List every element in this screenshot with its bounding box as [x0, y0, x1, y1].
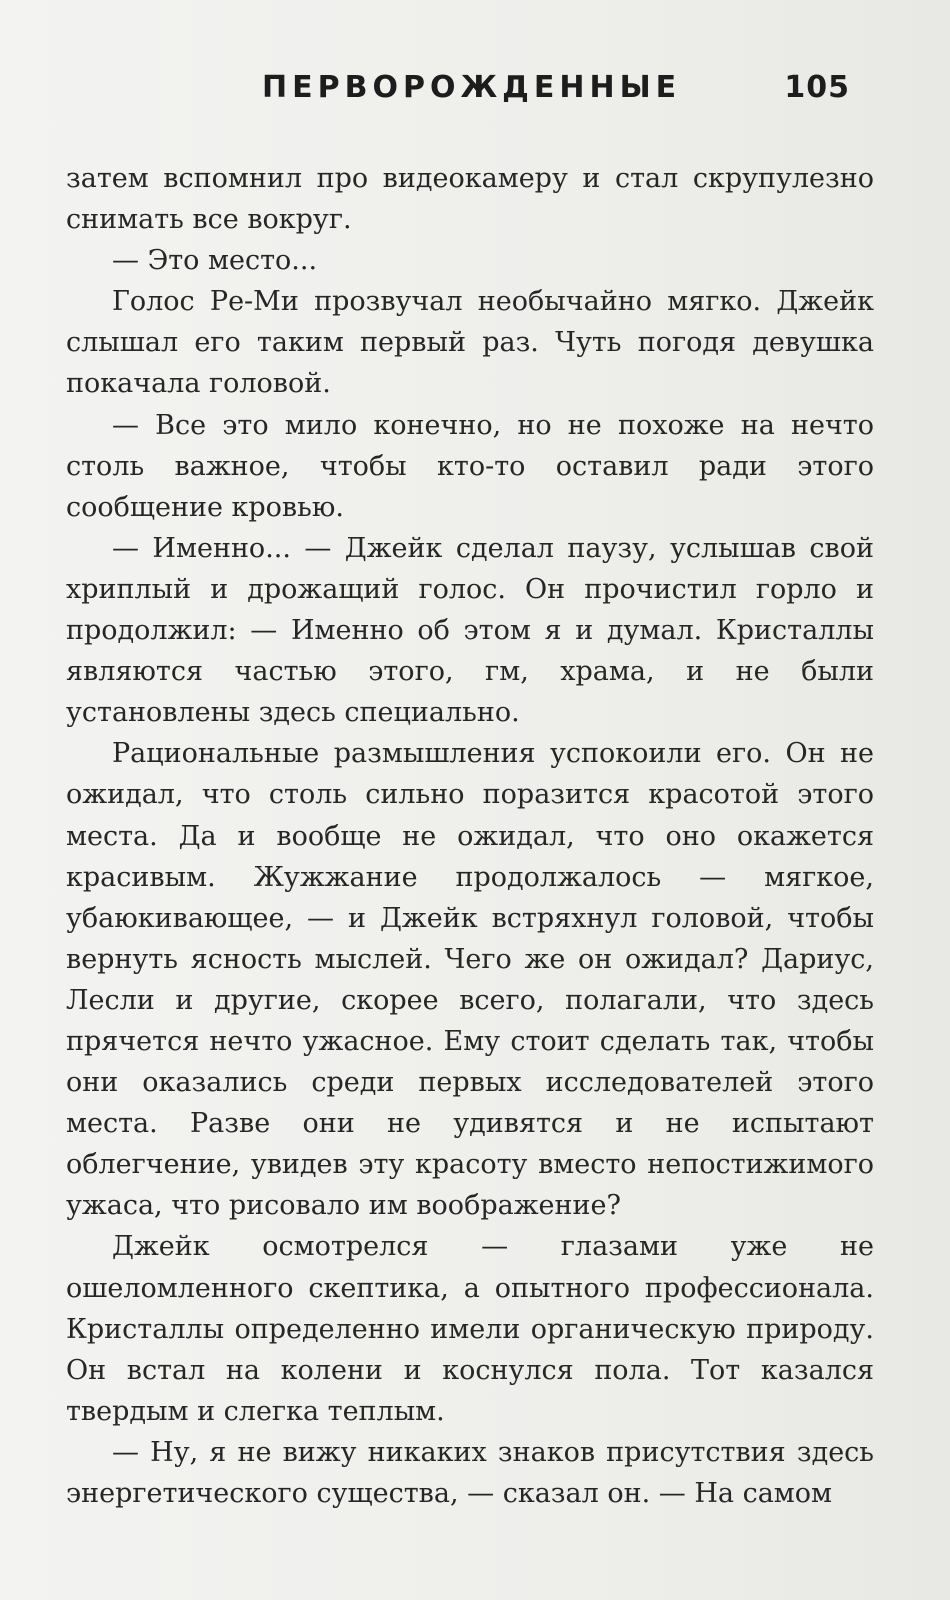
paragraph-dialogue: — Все это мило конечно, но не похоже на нечто столь важное, чтобы кто-то оставил ради этого сообщение кровью.	[66, 409, 874, 523]
paragraph-dialogue: — Это место...	[112, 245, 318, 277]
body-text	[66, 158, 874, 1514]
page-number: 105	[784, 69, 850, 105]
paragraph: Джейк осмотрелся — глазами уже не ошеломленного скептика, а опытного профессионала. Кристаллы определенно имели органическую природу. Он встал на колени и коснулся пола. Тот казался твердым и слегка теплым.	[66, 1231, 874, 1427]
paragraph-dialogue: — Именно... — Джейк сделал паузу, услышав свой хриплый и дрожащий голос. Он прочистил горло и продолжил: — Именно об этом я и думал. Кристаллы являются частью этого, гм, храма, и не были установлены здесь специально.	[66, 532, 874, 729]
running-head	[262, 62, 872, 112]
paragraph: Рациональные размышления успокоили его. Он не ожидал, что столь сильно поразится красотой этого места. Да и вообще не ожидал, что оно окажется красивым. Жужжание продолжалось — мягкое, убаюкивающее, — и Джейк встряхнул головой, чтобы вернуть ясность мыслей. Чего же он ожидал? Дариус, Лесли и другие, скорее всего, полагали, что здесь прячется нечто ужасное. Ему стоит сделать так, чтобы они оказались среди первых исследователей этого места. Разве они не удивятся и не испытают облегчение, увидев эту красоту вместо непостижимого ужаса, что рисовало им воображение?	[66, 738, 874, 1222]
book-title: ПЕРВОРОЖДЕННЫЕ	[262, 69, 682, 105]
paragraph: Голос Ре-Ми прозвучал необычайно мягко. Джейк слышал его таким первый раз. Чуть погодя девушка покачала головой.	[66, 286, 874, 400]
paragraph-continuation: затем вспомнил про видеокамеру и стал скрупулезно снимать все вокруг.	[66, 163, 874, 236]
paragraph-dialogue: — Ну, я не вижу никаких знаков присутствия здесь энергетического существа, — сказал он. — На самом	[66, 1436, 874, 1509]
